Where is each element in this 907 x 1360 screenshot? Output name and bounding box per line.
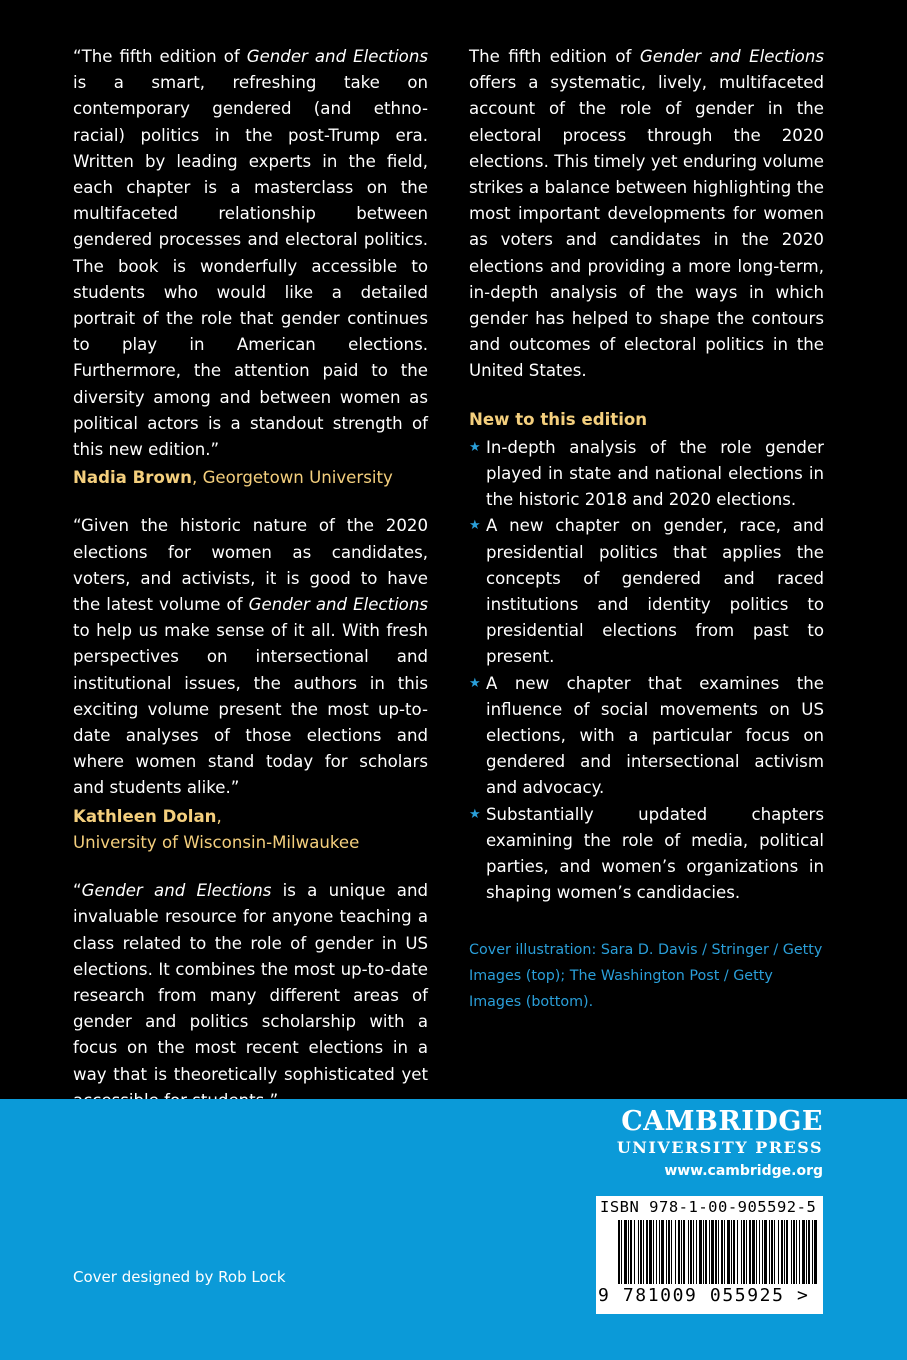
star-icon: ★ [469,518,481,534]
new-edition-list [469,435,824,907]
endorser-2: Kathleen Dolan, University of Wisconsin-Milwaukee [73,806,360,852]
star-icon: ★ [469,675,481,691]
endorsement-quote-1: “The fifth edition of Gender and Elections is a smart, refreshing take on contemporary gendered (and ethno-racial) politics in the post-Trump era. Written by leading experts in the field, each chapter is a masterclass on the multifaceted relationship between gendered processes and electoral politics. The book is wonderfully accessible to students who would like a detailed portrait of the role that gender continues to play in American elections. Furthermore, the attention paid to the diversity among and between women as political actors is a standout strength of this new edition.” [73,47,428,460]
book-description: The fifth edition of Gender and Elections offers a systematic, lively, multifaceted account of the role of gender in the electoral process through the 2020 elections. This timely yet enduring volume strikes a balance between highlighting the most important developments for women as voters and candidates in the 2020 elections and providing a more long-term, in-depth analysis of the ways in which gender has helped to shape the contours and outcomes of electoral politics in the United States. [469,47,824,381]
isbn-label: ISBN 978-1-00-905592-5 [600,1198,817,1216]
publisher-logo: CAMBRIDGE UNIVERSITY PRESS www.cambridge.org [617,1106,823,1182]
description-column [469,44,824,907]
endorsement-quote-2: “Given the historic nature of the 2020 elections for women as candidates, voters, and activists, it is good to have the latest volume of Gender and Elections to help us make sense of it all. With fresh perspectives on intersectional and institutional issues, the authors in this exciting volume present the most up-to-date analyses of those elections and where women stand today for scholars and students alike.” [73,516,428,798]
barcode-bars [618,1220,818,1284]
endorsements-column [73,44,428,1142]
star-icon: ★ [469,439,481,455]
barcode-digits: 9 781009 055925 > [598,1285,810,1306]
list-item: ★ A new chapter on gender, race, and presidential politics that applies the concepts of gendered and raced institutions and identity politics to presidential elections from past to present. [469,513,824,670]
endorsement-quote-3: “Gender and Elections is a unique and invaluable resource for anyone teaching a class related to the role of gender in US elections. It combines the most up-to-date research from many different areas of gender and politics scholarship with a focus on the most recent elections in a way that is theoretically sophisticated yet [73,881,428,1084]
endorser-1: Nadia Brown, Georgetown University [73,468,393,488]
list-item: ★ In-depth analysis of the role gender played in state and national elections in the historic 2018 and 2020 elections. [469,435,824,514]
list-item: ★ A new chapter that examines the influence of social movements on US elections, with a particular focus on gendered and intersectional activism and advocacy. [469,671,824,802]
new-edition-heading: New to this edition [469,409,648,429]
star-icon: ★ [469,806,481,822]
cover-illustration-credit: Cover illustration: Sara D. Davis / Stringer / Getty Images (top); The Washington Post / Getty Images (bottom). [469,942,823,1010]
publisher-url[interactable]: www.cambridge.org [664,1163,823,1179]
list-item: ★ Substantially updated chapters examining the role of media, political parties, and women’s organizations in shaping women’s candidacies. [469,802,824,907]
isbn-barcode [596,1196,823,1314]
cover-designer-credit: Cover designed by Rob Lock [73,1268,286,1286]
